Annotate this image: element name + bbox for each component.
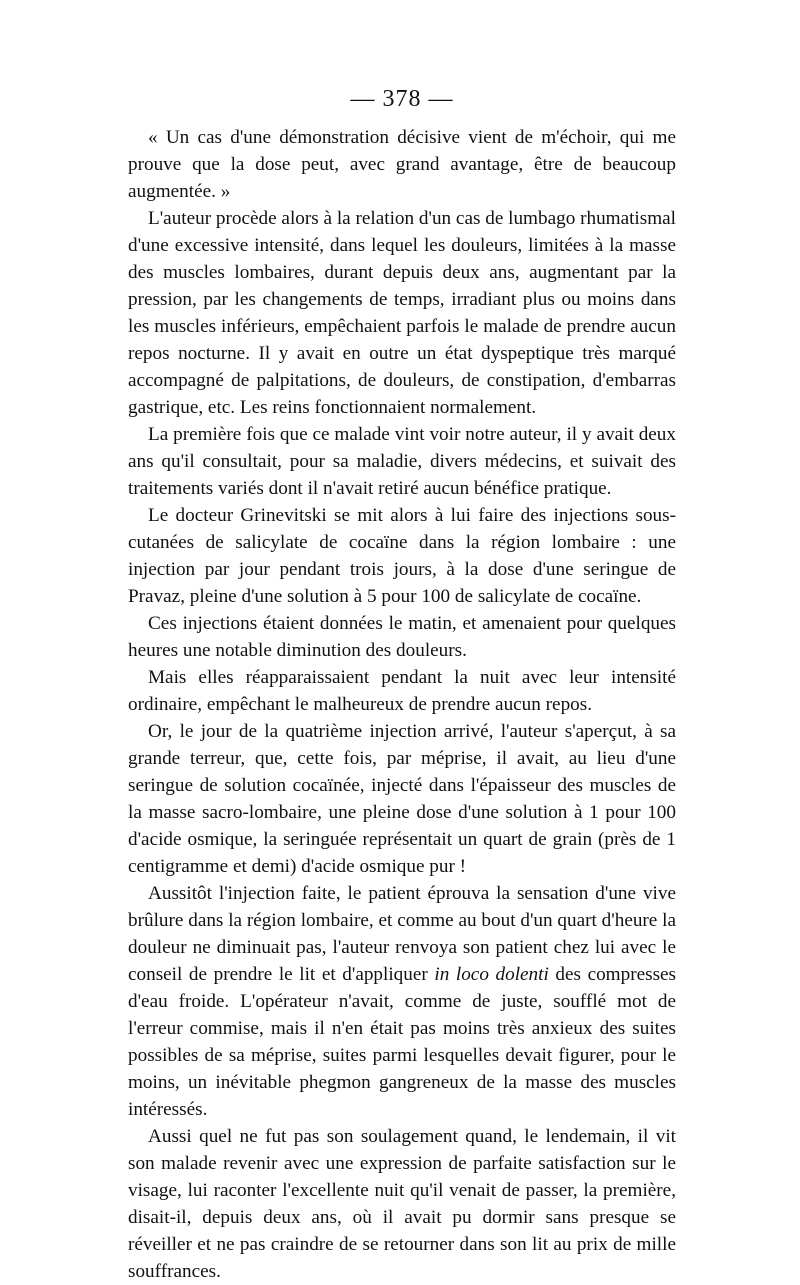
paragraph-7: Or, le jour de la quatrième injection arrivé, l'auteur s'aperçut, à sa grande terreur, que, cette fois, par méprise, il avait, au lieu d'une seringue de solution cocaïnée, injecté dans l'épaisseur des muscles de la masse sacro-lombaire, une pleine dose d'une solution à 1 pour 100 d'acide osmique, la seringuée représentait un quart de grain (près de 1 centigramme et demi) d'acide osmique pur ! xyxy=(128,721,676,877)
paragraph-8-before: Aussitôt l'injection faite, le patient éprouva la sensation d'une vive brûlure dans la région lombaire, et comme au bout d'un quart d'heure la douleur ne diminuait pas, l'auteur renvoya son patient chez lui avec le conseil de prendre le lit et d'appliquer xyxy=(128,883,676,985)
paragraph-8 xyxy=(128,880,676,1123)
paragraph-5: Ces injections étaient données le matin, et amenaient pour quelques heures une notable diminution des douleurs. xyxy=(128,613,676,661)
paragraph-8-after: des compresses d'eau froide. L'opérateur n'avait, comme de juste, soufflé mot de l'erreur commise, mais il n'en était pas moins très anxieux des suites possibles de sa méprise, suites parmi lesquelles devait figurer, pour le moins, un inévitable phegmon gangreneux de la masse des muscles intéressés. xyxy=(128,964,677,1120)
latin-phrase: in loco dolenti xyxy=(434,964,549,985)
paragraph-2: L'auteur procède alors à la relation d'un cas de lumbago rhumatismal d'une excessive intensité, dans lequel les douleurs, limitées à la masse des muscles lombaires, durant depuis deux ans, augmentant par la pression, par les changements de temps, irradiant plus ou moins dans les muscles inférieurs, empêchaient parfois le malade de prendre aucun repos nocturne. Il y avait en outre un état dyspeptique très marqué accompagné de palpitations, de douleurs, de constipation, d'embarras gastrique, etc. Les reins fonctionnaient normalement. xyxy=(128,208,676,418)
paragraph-6: Mais elles réapparaissaient pendant la nuit avec leur intensité ordinaire, empêchant le malheureux de prendre aucun repos. xyxy=(128,667,676,715)
paragraph-4: Le docteur Grinevitski se mit alors à lui faire des injections sous-cutanées de salicylate de cocaïne dans la région lombaire : une injection par jour pendant trois jours, à la dose d'une seringue de Pravaz, pleine d'une solution à 5 pour 100 de salicylate de cocaïne. xyxy=(128,505,676,607)
book-page xyxy=(128,84,676,1285)
paragraph-1: « Un cas d'une démonstration décisive vient de m'échoir, qui me prouve que la dose peut, avec grand avantage, être de beaucoup augmentée. » xyxy=(128,127,676,202)
paragraph-9: Aussi quel ne fut pas son soulagement quand, le lendemain, il vit son malade revenir avec une expression de parfaite satisfaction sur le visage, lui raconter l'excellente nuit qu'il venait de passer, la première, disait-il, depuis deux ans, où il avait pu dormir sans presque se réveiller et ne pas craindre de se retourner dans son lit au prix de mille souffrances. xyxy=(128,1126,676,1282)
paragraph-3: La première fois que ce malade vint voir notre auteur, il y avait deux ans qu'il consultait, pour sa maladie, divers médecins, et suivait des traitements variés dont il n'avait retiré aucun bénéfice pratique. xyxy=(128,424,676,499)
page-number: — 378 — xyxy=(350,86,454,112)
